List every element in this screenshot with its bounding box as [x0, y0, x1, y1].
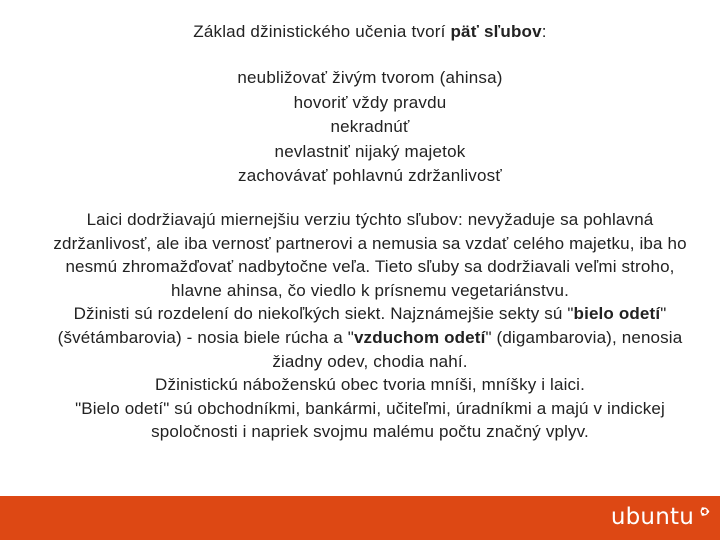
vows-list: [0, 66, 720, 189]
laity-paragraph: Laici dodržiavajú miernejšiu verziu týchto sľubov: nevyžaduje sa pohlavná zdržanlivosť, ale iba vernosť partnerovi a nemusia sa vzdať celého majetku, iba ho nesmú zhromažďovať nadbytočne veľa. Tieto sľuby sa dodržiavali veľmi stroho, hlavne ahinsa, čo viedlo k prísnemu vegetariánstvu.: [53, 210, 687, 300]
logo-text: ubuntu: [610, 504, 694, 530]
vow-item: hovoriť vždy pravdu: [293, 92, 447, 112]
vow-item: zachovávať pohlavnú zdržanlivosť: [238, 166, 502, 185]
title-suffix: :: [541, 22, 547, 41]
body-text: [50, 208, 690, 444]
sect-sky-clad: vzduchom odetí: [353, 327, 486, 347]
title-bold: päť sľubov: [450, 22, 542, 41]
vow-item: nekradnúť: [330, 117, 410, 136]
community-paragraph: Džinistickú náboženskú obec tvoria mníši, mníšky i laici.: [155, 375, 585, 395]
title-prefix: Základ džinistického učenia tvorí: [193, 22, 451, 41]
vow-item: nevlastniť nijaký majetok: [274, 141, 466, 161]
sects-intro: Džinisti sú rozdelení do niekoľkých siekt. Najznámejšie sekty sú ": [73, 304, 574, 324]
circle-of-friends-icon: [699, 506, 710, 517]
vow-item: neubližovať živým tvorom (ahinsa): [237, 68, 503, 87]
slide-title: [0, 20, 720, 44]
sects-paragraph: [50, 302, 690, 373]
sect-white-clad: bielo odetí: [573, 304, 661, 324]
sects-mid: " (švétámbarovia) - nosia biele rúcha a ": [57, 304, 667, 347]
footer-bar: [0, 496, 720, 540]
sects-end: " (digambarovia), nenosia žiadny odev, chodia nahí.: [272, 327, 683, 371]
ubuntu-logo: [611, 504, 694, 530]
white-clad-paragraph: "Bielo odetí" sú obchodníkmi, bankármi, učiteľmi, úradníkmi a majú v indickej spoločnosti i napriek svojmu malému počtu značný vplyv.: [75, 398, 665, 442]
